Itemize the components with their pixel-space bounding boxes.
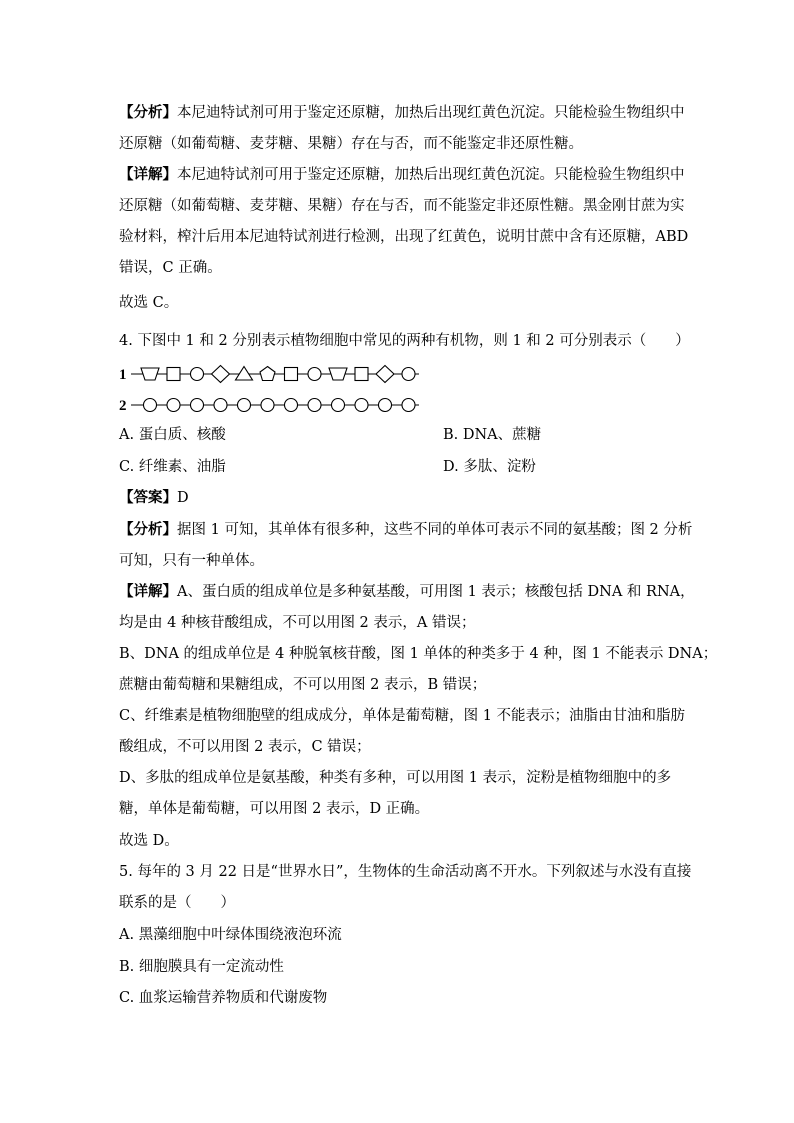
q4-stem: 4. 下图中 1 和 2 分别表示植物细胞中常见的两种有机物，则 1 和 2 可分别表示（ ） [119,333,690,349]
chain-1-label: 1 [119,367,127,383]
monomer-circle [308,368,321,381]
monomer-circle [167,399,180,412]
q4-option-c: C. 纤维素、油脂 [119,459,226,475]
chain-2-label: 2 [119,398,127,412]
monomer-diamond [376,366,394,383]
q4-analysis-line-1: 【分析】据图 1 可知，其单体有很多种，这些不同的单体可表示不同的氨基酸；图 2 分析 [119,521,693,538]
q5-option-a: A. 黑藻细胞中叶绿体围绕液泡环流 [119,927,342,943]
q4-detail-line-2: 均是由 4 种核苷酸组成，不可以用图 2 表示，A 错误； [119,615,476,631]
q4-answer [119,489,189,507]
monomer-circle [285,399,298,412]
monomer-circle [355,399,368,412]
q3-detail-line-2: 还原糖（如葡萄糖、麦芽糖、果糖）存在与否，而不能鉴定非还原性糖。黑金刚甘蔗为实 [119,198,685,214]
monomer-circle [191,399,204,412]
monomer-circle [238,399,251,412]
q4-detail-line-8: 糖，单体是葡萄糖，可以用图 2 表示，D 正确。 [119,801,430,817]
monomer-trapezoid [329,368,347,380]
q5-stem-line-1: 5. 每年的 3 月 22 日是“世界水日”，生物体的生命活动离不开水。下列叙述与水没有直接 [119,864,692,880]
q3-detail-line-4: 错误，C 正确。 [119,260,222,276]
q4-answer-value: D [177,490,189,506]
monomer-circle [402,399,415,412]
q4-option-a: A. 蛋白质、核酸 [119,427,226,443]
q3-detail-line-1: 【详解】本尼迪特试剂可用于鉴定还原糖，加热后出现红黄色沉淀。只能检验生物组织中 [119,166,685,183]
q3-analysis-tag: 【分析】 [119,104,177,121]
monomer-pentagon [260,367,275,381]
q5-option-c: C. 血浆运输营养物质和代谢废物 [119,990,328,1006]
q4-detail-line-7: D、多肽的组成单位是氨基酸，种类有多种，可以用图 1 表示，淀粉是植物细胞中的多 [119,770,672,786]
monomer-square [285,368,298,381]
q4-detail-line-1: 【详解】A、蛋白质的组成单位是多种氨基酸，可用图 1 表示；核酸包括 DNA 和 RNA， [119,583,695,600]
q4-analysis-line-2: 可知，只有一种单体。 [119,553,264,569]
monomer-circle [191,368,204,381]
q4-detail-line-5: C、纤维素是植物细胞壁的组成成分，单体是葡萄糖，图 1 不能表示；油脂由甘油和脂肪 [119,708,686,724]
q3-analysis-line-2: 还原糖（如葡萄糖、麦芽糖、果糖）存在与否，而不能鉴定非还原性糖。 [119,136,583,152]
monomer-circle [402,368,415,381]
q3-detail-tag: 【详解】 [119,166,177,183]
monomer-circle [214,399,227,412]
q5-stem-line-2: 联系的是（ ） [119,895,235,911]
q4-detail-tag: 【详解】 [119,583,177,600]
monomer-diamond [212,366,230,383]
monomer-circle [332,399,345,412]
q4-detail-line-3: B、DNA 的组成单位是 4 种脱氧核苷酸，图 1 单体的种类多于 4 种，图 1 不能表示 DNA； [119,646,718,662]
q4-choose: 故选 D。 [119,833,179,849]
q4-detail-line-6: 酸组成，不可以用图 2 表示，C 错误； [119,739,371,755]
monomer-circle [379,399,392,412]
q4-option-d: D. 多肽、淀粉 [443,459,536,475]
monomer-trapezoid [141,368,159,380]
monomer-circle [261,399,274,412]
q4-detail-line-4: 蔗糖由葡萄糖和果糖组成，不可以用图 2 表示，B 错误； [119,677,487,693]
q3-analysis-line-1: 【分析】本尼迪特试剂可用于鉴定还原糖，加热后出现红黄色沉淀。只能检验生物组织中 [119,104,685,121]
monomer-square [167,368,180,381]
monomer-circle [308,399,321,412]
q5-option-b: B. 细胞膜具有一定流动性 [119,959,284,975]
monomer-square [355,368,368,381]
q4-analysis-tag: 【分析】 [119,521,177,538]
monomer-circle [144,399,157,412]
q3-detail-line-3: 验材料，榨汁后用本尼迪特试剂进行检测，出现了红黄色，说明甘蔗中含有还原糖，ABD [119,229,689,245]
q4-figure [117,362,427,412]
q3-choose: 故选 C。 [119,295,179,311]
q4-option-b: B. DNA、蔗糖 [443,427,542,443]
q4-answer-tag: 【答案】 [119,489,177,506]
monomer-triangle [236,367,253,381]
